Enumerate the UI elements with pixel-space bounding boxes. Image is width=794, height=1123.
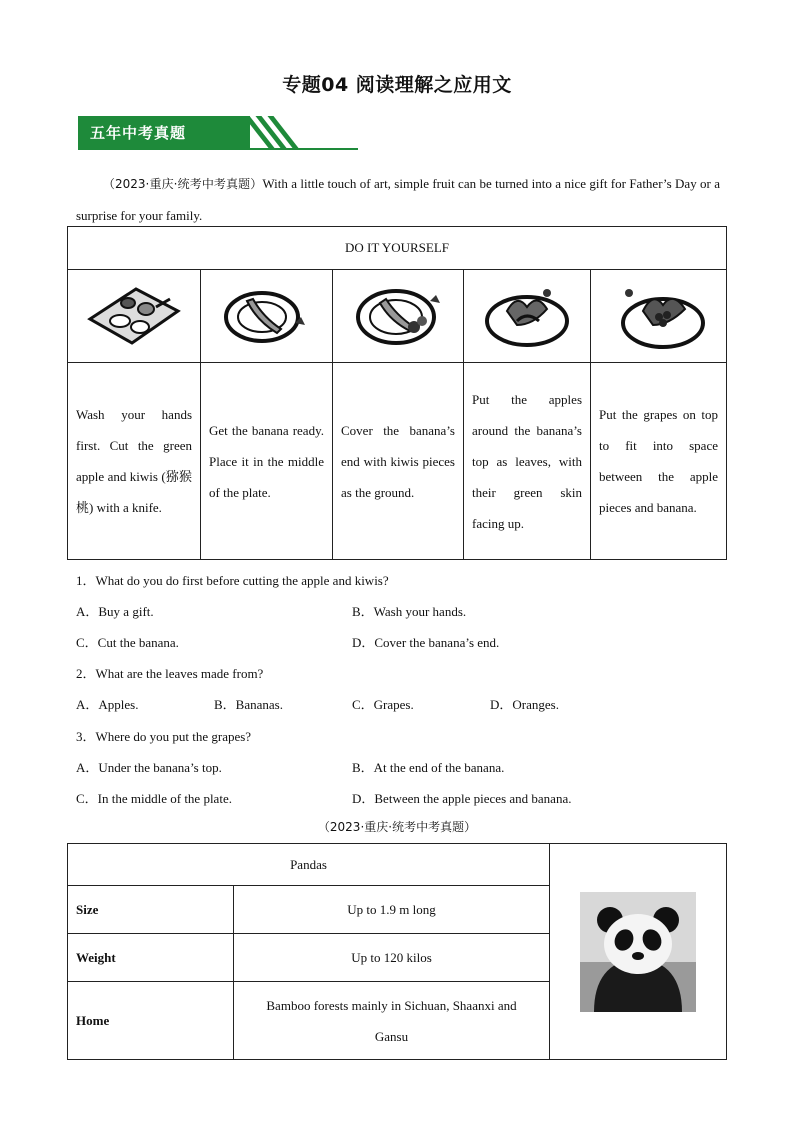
weight-value: Up to 120 kilos: [234, 934, 550, 982]
diy-table: [67, 226, 727, 560]
q3-option-b[interactable]: B．At the end of the banana.: [352, 760, 505, 775]
q1-option-b[interactable]: B．Wash your hands.: [352, 604, 467, 619]
step5-illustration: [591, 270, 727, 363]
q1-option-d[interactable]: D．Cover the banana’s end.: [352, 635, 500, 650]
passage2-source: （2023·重庆·统考中考真题）: [317, 820, 477, 834]
q3-option-c[interactable]: C．In the middle of the plate.: [76, 791, 232, 806]
passage1-intro-text: With a little touch of art, simple fruit can be turned into a nice gift for Father’s Day or a surprise for your family.: [76, 176, 721, 223]
q3-option-d[interactable]: D．Between the apple pieces and banana.: [352, 791, 572, 806]
q1-option-a[interactable]: A．Buy a gift.: [76, 604, 154, 619]
diy-table-header: DO IT YOURSELF: [68, 227, 727, 270]
q2-option-c[interactable]: C．Grapes.: [352, 697, 414, 712]
question-1: 1．What do you do first before cutting the apple and kiwis?: [76, 573, 389, 588]
pandas-table-header: Pandas: [68, 844, 550, 886]
q2-option-b[interactable]: B．Bananas.: [214, 697, 283, 712]
step4-illustration: [464, 270, 591, 363]
step3-text: Cover the banana’s end with kiwis pieces as the ground.: [333, 363, 464, 560]
step5-text: Put the grapes on top to fit into space between the apple pieces and banana.: [591, 363, 727, 560]
q2-option-a[interactable]: A．Apples.: [76, 697, 139, 712]
size-value: Up to 1.9 m long: [234, 886, 550, 934]
step3-illustration: [333, 270, 464, 363]
step4-text: Put the apples around the banana’s top as leaves, with their green skin facing up.: [464, 363, 591, 560]
size-label: Size: [68, 886, 234, 934]
passage1-intro: [76, 168, 720, 231]
home-label: Home: [68, 982, 234, 1060]
step1-text: Wash your hands first. Cut the green apple and kiwis (猕猴桃) with a knife.: [68, 363, 201, 560]
q1-option-c[interactable]: C．Cut the banana.: [76, 635, 179, 650]
home-value: Bamboo forests mainly in Sichuan, Shaanxi and Gansu: [234, 982, 550, 1060]
question-2: 2．What are the leaves made from?: [76, 666, 264, 681]
step1-illustration: [68, 270, 201, 363]
panda-photo: [550, 844, 727, 1060]
section-banner: [78, 116, 358, 150]
step2-illustration: [201, 270, 333, 363]
q3-option-a[interactable]: A．Under the banana’s top.: [76, 760, 222, 775]
passage1-source: （2023·重庆·统考中考真题）: [102, 177, 263, 191]
step2-text: Get the banana ready. Place it in the middle of the plate.: [201, 363, 333, 560]
question-3: 3．Where do you put the grapes?: [76, 729, 252, 744]
weight-label: Weight: [68, 934, 234, 982]
q2-option-d[interactable]: D．Oranges.: [490, 697, 559, 712]
section-banner-label: 五年中考真题: [90, 124, 187, 142]
page-title: 专题04 阅读理解之应用文: [282, 74, 512, 96]
pandas-table: [67, 843, 727, 1060]
